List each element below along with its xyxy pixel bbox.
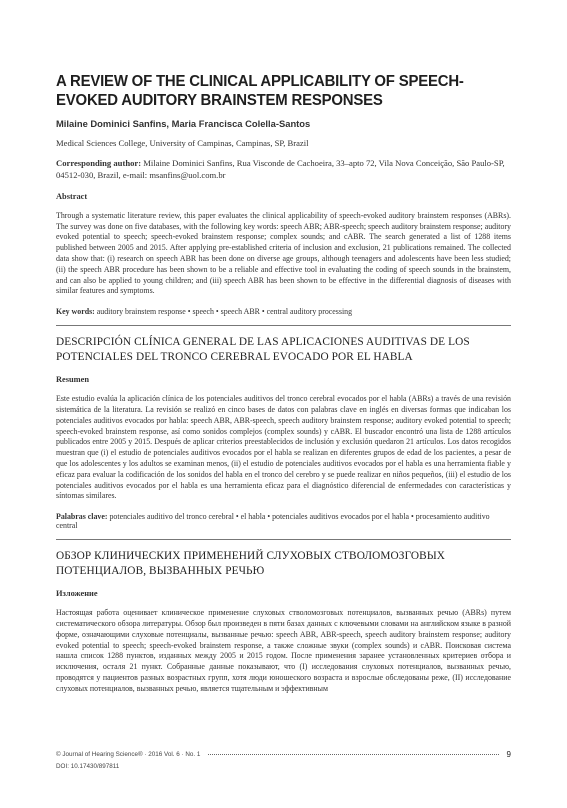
doi: DOI: 10.17430/897811 xyxy=(56,763,120,770)
keywords xyxy=(56,307,511,316)
article-page xyxy=(56,72,511,695)
izlozhenie-text: Настоящая работа оценивает клиническое применение слуховых стволомозговых потенциалов, вызванных речью (ABRs) путем систематического обзора литературы. Обзор был произведен в пяти базах данных с ключевыми словами на английском языке в разной форме, означающими слуховые потенциалы, вызванные речью: speech ABR, ABR-speech, speech auditory brainstem response; auditory evoked potential to speech; speech-evoked brainstem response, а также сложные звуки (complex sounds) и cABR. Поисковая система нашла список 1288 пунктов, изданных между 2005 и 2015 годом. После применения заранее установленных критериев отбора и исключения, осталя 21 пункт. Собранные данные показывают, что (I) исследования слуховых потенциалов, вызванных речью, проводятся у пациентов разных возрастных групп, хотя люди юношеского возраста и взрослые обследованы реже, (II) исследование слуховых потенциалов, вызванных речью, является тщательным и эффективным xyxy=(56,608,511,693)
keywords-label: Key words: xyxy=(56,307,95,317)
corresponding-author xyxy=(56,157,511,182)
authors: Milaine Dominici Sanfins, Maria Francisca Colella-Santos xyxy=(56,118,311,129)
footer-line xyxy=(208,754,498,755)
journal-info: © Journal of Hearing Science® · 2016 Vol. 6 · No. 1 xyxy=(56,751,201,758)
resumen-text: Este estudio evalúa la aplicación clínica de los potenciales auditivos del tronco cerebral evocados por el habla (ABRs) a través de una revisión sistemática de la literatura. La revisión se realizó en cinco bases de datos con palabras clave en inglés en diversas formas que indicaban los potenciales auditivos evocados por habla: speech ABR, ABR-speech, speech auditory brainstem response; auditory evoked potential to speech; speech-evoked brainstem response, así como sonidos complejos (complex sounds) y cABR. El buscador encontró una lista de 1288 artículos publicados entre 2005 y 2015. Después de aplicar criterios preestablecidos de inclusión y exclusión quedaron 21 artículos. Los datos recogidos muestran que (i) el estudio de potenciales auditivos evocados por el habla se realizan en diferentes grupos de edad de los pacientes, a pesar de que los adolescentes y los adultos se examinan menos, (ii) el estudio de potenciales auditivos evocados por el habla es una herramienta fiable y eficaz para evaluar la codificación de los sonidos del habla en el tronco del cerebro y se puede realizar en niños pequeños, (iii) el estudio de los potenciales auditivos evocados por el habla es una herramienta eficaz para el diagnóstico diferencial de enfermedades con características y síntomas similares. xyxy=(56,394,511,501)
palabras-clave xyxy=(56,512,511,530)
palabras-clave-text: potenciales auditivo del tronco cerebral • el habla • potenciales auditivos evocados por el habla • procesamiento auditivo central xyxy=(56,512,490,531)
izlozhenie-heading: Изложение xyxy=(56,589,98,599)
page-footer xyxy=(56,750,511,770)
resumen-heading: Resumen xyxy=(56,375,90,385)
russian-title: ОБЗОР КЛИНИЧЕСКИХ ПРИМЕНЕНИЙ СЛУХОВЫХ СТВОЛОМОЗГОВЫХ ПОТЕНЦИАЛОВ, ВЫЗВАННЫХ РЕЧЬЮ xyxy=(56,550,446,578)
corresponding-text: Milaine Dominici Sanfins, Rua Visconde de Cachoeira, 33–apto 72, Vila Nova Conceição, São Paulo-SP, 04512-030, Brazil, e-mail: msanfins@uol.com.br xyxy=(56,158,505,181)
keywords-text: auditory brainstem response • speech • speech ABR • central auditory processing xyxy=(96,307,353,317)
palabras-clave-label: Palabras clave: xyxy=(56,512,108,522)
abstract-heading: Abstract xyxy=(56,191,88,201)
article-title: A REVIEW OF THE CLINICAL APPLICABILITY OF SPEECH-EVOKED AUDITORY BRAINSTEM RESPONSES xyxy=(56,73,464,109)
affiliation: Medical Sciences College, University of Campinas, Campinas, SP, Brazil xyxy=(56,138,309,148)
spanish-title: DESCRIPCIÓN CLÍNICA GENERAL DE LAS APLICACIONES AUDITIVAS DE LOS POTENCIALES DEL TRONCO CEREBRAL EVOCADO POR EL HABLA xyxy=(56,336,470,364)
corresponding-label: Corresponding author: xyxy=(56,158,142,168)
page-number: 9 xyxy=(506,750,511,759)
divider xyxy=(56,539,511,540)
divider xyxy=(56,325,511,326)
abstract-text: Through a systematic literature review, this paper evaluates the clinical applicability of speech-evoked auditory brainstem responses (ABRs). The survey was done on five databases, with the following key words: speech ABR; ABR-speech; speech auditory brainstem response; auditory evoked potential to speech; speech-evoked brainstem response; complex sounds; and cABR. The search generated a list of 1288 items published between 2005 and 2015. After applying pre-established criteria of inclusion and exclusion, 21 publications remained. The collected data show that: (i) research on speech ABR has been done on diverse age groups, although teenagers and adolescents have been less studied; (ii) the speech ABR procedure has been shown to be a reliable and effective tool in evaluating the coding of speech sounds in the brainstem, and can also be applied to young children; and (iii) speech ABR has been shown to be effective in the differential diagnosis of diseases with similar features and symptoms. xyxy=(56,210,511,296)
